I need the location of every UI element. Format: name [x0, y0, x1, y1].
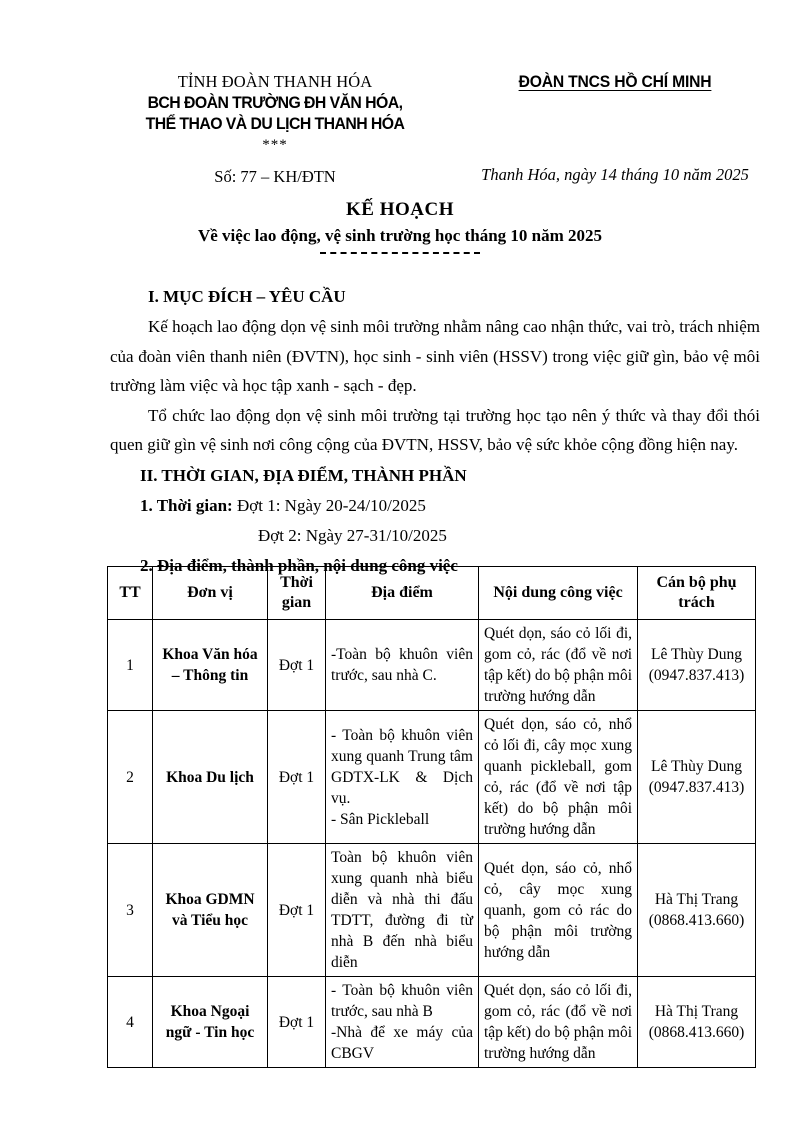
cell-time: Đợt 1	[268, 844, 326, 977]
cell-tt: 4	[108, 977, 153, 1068]
section-1-paragraph-2: Tổ chức lao động dọn vệ sinh môi trường tại trường học tạo nên ý thức và thay đổi thói quen giữ gìn vệ sinh nơi công cộng của ĐVTN, HSSV, bảo vệ sức khỏe cộng đồng hiện nay.	[110, 405, 760, 454]
column-header-work: Nội dung công việc	[479, 567, 638, 620]
time-item-value-phase2: Đợt 2: Ngày 27-31/10/2025	[258, 525, 447, 545]
cell-unit: Khoa Du lịch	[153, 711, 268, 844]
staff-name: Hà Thị Trang	[654, 1003, 739, 1020]
cell-staff	[638, 977, 756, 1068]
party-organization-line: ĐOÀN TNCS HỒ CHÍ MINH	[518, 73, 712, 91]
table-row	[108, 844, 756, 977]
cell-place: - Toàn bộ khuôn viên trước, sau nhà B -Nhà để xe máy của CBGV	[326, 977, 479, 1068]
table-header-row	[108, 567, 756, 620]
plan-table-wrapper	[107, 566, 755, 1068]
time-item-row	[140, 491, 760, 521]
cell-unit: Khoa GDMN và Tiểu học	[153, 844, 268, 977]
cell-place: Toàn bộ khuôn viên xung quanh nhà biểu diễn và nhà thi đấu TDTT, đường đi từ nhà B đến nhà biểu diễn	[326, 844, 479, 977]
table-row	[108, 620, 756, 711]
cell-tt: 3	[108, 844, 153, 977]
cell-time: Đợt 1	[268, 977, 326, 1068]
org-line-university-1: BCH ĐOÀN TRƯỜNG ĐH VĂN HÓA,	[147, 93, 403, 112]
cell-work: Quét dọn, sáo cỏ, nhổ cỏ lối đi, cây mọc xung quanh pickleball, gom cỏ, rác (đổ về nơi tập kết) do bộ phận môi trường hướng dẫn	[479, 711, 638, 844]
national-motto-block	[455, 72, 775, 185]
section-heading-2: II. THỜI GIAN, ĐỊA ĐIỂM, THÀNH PHẦN	[140, 465, 467, 485]
section-1-paragraph-1: Kế hoạch lao động dọn vệ sinh môi trường nhằm nâng cao nhận thức, vai trò, trách nhiệm của đoàn viên thanh niên (ĐVTN), học sinh - sinh viên (HSSV) trong việc giữ gìn, bảo vệ môi trường làm việc và học tập xanh - sạch - đẹp.	[110, 317, 760, 395]
place-and-date-line: Thanh Hóa, ngày 14 tháng 10 năm 2025	[481, 165, 749, 184]
column-header-tt: TT	[108, 567, 153, 620]
title-dashed-divider	[320, 252, 480, 254]
cell-work: Quét dọn, sáo cỏ, nhổ cỏ, cây mọc xung quanh, gom cỏ rác do bộ phận môi trường hướng dẫn	[479, 844, 638, 977]
staff-phone: (0947.837.413)	[648, 667, 745, 684]
document-subtitle: Về việc lao động, vệ sinh trường học tháng 10 năm 2025	[197, 226, 603, 245]
column-header-place: Địa điểm	[326, 567, 479, 620]
cell-staff	[638, 620, 756, 711]
table-row	[108, 711, 756, 844]
cell-place: -Toàn bộ khuôn viên trước, sau nhà C.	[326, 620, 479, 711]
column-header-unit: Đơn vị	[153, 567, 268, 620]
time-item-value-phase1: Đợt 1: Ngày 20-24/10/2025	[236, 495, 426, 515]
document-header	[0, 72, 800, 192]
cell-staff	[638, 711, 756, 844]
cell-place: - Toàn bộ khuôn viên xung quanh Trung tâm GDTX-LK & Dịch vụ. - Sân Pickleball	[326, 711, 479, 844]
document-title-block	[0, 198, 800, 254]
issuing-organization-block	[95, 72, 455, 187]
staff-name: Hà Thị Trang	[654, 891, 739, 908]
table-row	[108, 977, 756, 1068]
page-title: KẾ HOẠCH	[346, 199, 454, 220]
cell-tt: 2	[108, 711, 153, 844]
cell-tt: 1	[108, 620, 153, 711]
plan-table	[107, 566, 756, 1068]
staff-phone: (0868.413.660)	[648, 912, 745, 929]
document-body	[110, 282, 760, 581]
cell-staff	[638, 844, 756, 977]
cell-time: Đợt 1	[268, 620, 326, 711]
column-header-time: Thời gian	[268, 567, 326, 620]
staff-phone: (0947.837.413)	[648, 779, 745, 796]
section-2-item-2-label: 2. Địa điểm, thành phần, nội dung công việc	[140, 555, 458, 575]
document-number: Số: 77 – KH/ĐTN	[214, 167, 336, 186]
org-line-province: TỈNH ĐOÀN THANH HÓA	[177, 72, 373, 91]
cell-unit: Khoa Ngoại ngữ - Tin học	[153, 977, 268, 1068]
section-heading-1: I. MỤC ĐÍCH – YÊU CẦU	[148, 287, 346, 306]
staff-phone: (0868.413.660)	[648, 1024, 745, 1041]
time-item-label: 1. Thời gian:	[140, 495, 233, 515]
cell-work: Quét dọn, sáo cỏ lối đi, gom cỏ, rác (đổ về nơi tập kết) do bộ phận môi trường hướng dẫn	[479, 977, 638, 1068]
org-line-university-2: THỂ THAO VÀ DU LỊCH THANH HÓA	[145, 114, 405, 133]
staff-name: Lê Thùy Dung	[651, 646, 742, 663]
cell-unit: Khoa Văn hóa – Thông tin	[153, 620, 268, 711]
column-header-staff: Cán bộ phụ trách	[638, 567, 756, 620]
staff-name: Lê Thùy Dung	[651, 758, 742, 775]
header-stars-separator: ***	[262, 137, 288, 153]
cell-time: Đợt 1	[268, 711, 326, 844]
plan-table-body	[108, 620, 756, 1068]
cell-work: Quét dọn, sáo cỏ lối đi, gom cỏ, rác (đổ về nơi tập kết) do bộ phận môi trường hướng dẫn	[479, 620, 638, 711]
